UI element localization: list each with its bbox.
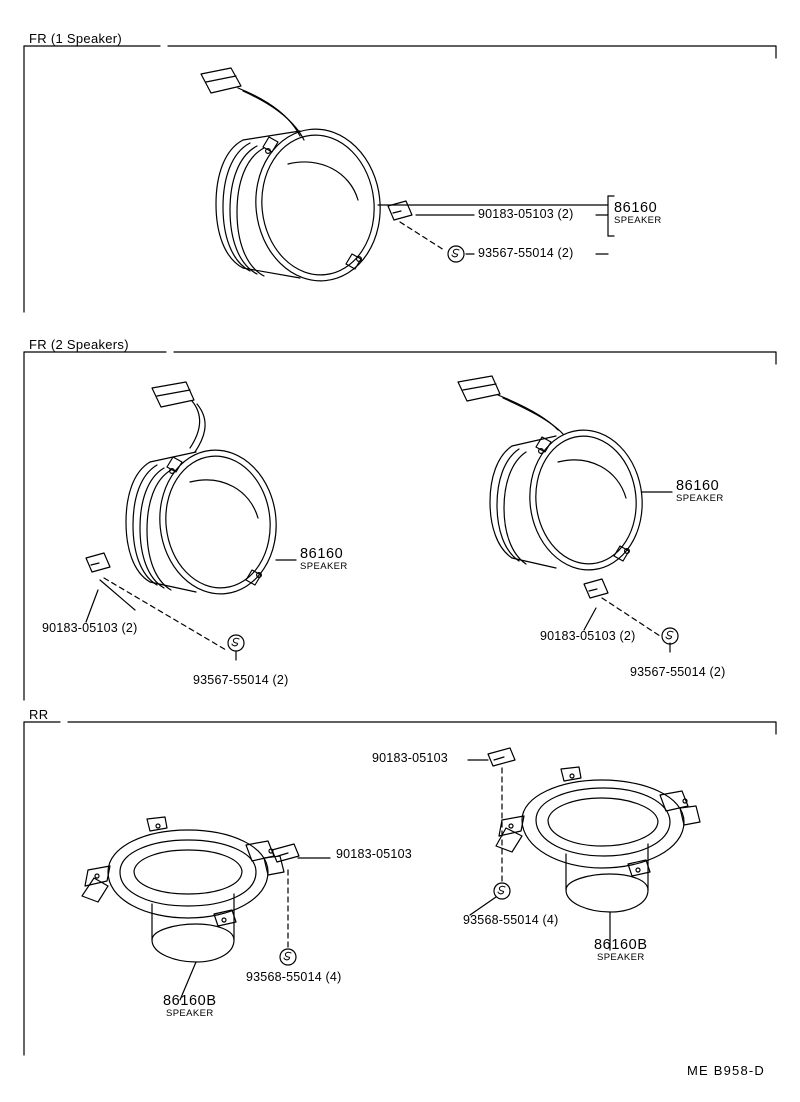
fr1-speaker-name: SPEAKER — [614, 215, 662, 226]
fr2-right-grommet-symbol — [662, 628, 678, 644]
rr-right-screw-part — [488, 748, 515, 766]
rr-left-grommet-label: 93568-55014 (4) — [246, 970, 342, 984]
rr-left-screw-part — [272, 844, 299, 862]
fr1-screw-label: 90183-05103 (2) — [478, 207, 574, 221]
rr-left-speaker-name: SPEAKER — [165, 1008, 214, 1019]
rr-left-screw-label: 90183-05103 — [336, 847, 412, 861]
fr1-grommet-label: 93567-55014 (2) — [478, 246, 574, 260]
fr2-right-speaker-part — [676, 478, 724, 504]
section-label-fr2: FR (2 Speakers) — [29, 337, 129, 352]
section-frame-rr — [24, 722, 776, 1055]
fr2-right-grommet-label: 93567-55014 (2) — [630, 665, 726, 679]
fr2-left-leader-lines — [86, 560, 296, 660]
fr2-right-speaker-number: 86160 — [676, 478, 720, 494]
rr-right-speaker-illustration — [496, 767, 700, 912]
fr2-left-grommet-symbol — [228, 635, 244, 651]
fr2-right-leader-lines — [584, 492, 672, 652]
section-frame-fr2 — [24, 352, 776, 700]
rr-right-grommet-symbol — [494, 883, 510, 899]
fr2-right-screw-label: 90183-05103 (2) — [540, 629, 636, 643]
fr2-left-screw-label: 90183-05103 (2) — [42, 621, 138, 635]
fr2-right-screw-part — [584, 579, 608, 598]
section-label-fr1: FR (1 Speaker) — [29, 31, 123, 46]
fr2-left-grommet-label: 93567-55014 (2) — [193, 673, 289, 687]
document-footer-code: ME B958-D — [687, 1063, 765, 1078]
rr-right-screw-label: 90183-05103 — [372, 751, 448, 765]
section-label-rr: RR — [29, 707, 49, 722]
rr-left-speaker-illustration — [82, 817, 284, 962]
fr1-speaker-illustration — [201, 68, 388, 287]
fr1-speaker-number: 86160 — [614, 200, 658, 216]
rr-left-speaker-part — [163, 993, 217, 1019]
rr-right-speaker-name: SPEAKER — [596, 952, 645, 963]
fr2-left-speaker-part — [300, 546, 348, 572]
fr2-left-speaker-number: 86160 — [300, 546, 344, 562]
fr2-right-speaker-illustration — [458, 376, 649, 575]
fr1-screw-part — [388, 201, 412, 220]
rr-right-grommet-label: 93568-55014 (4) — [463, 913, 559, 927]
rr-left-grommet-symbol — [280, 949, 296, 965]
fr2-left-screw-part — [86, 553, 110, 572]
rr-right-speaker-part — [594, 937, 648, 963]
rr-right-speaker-number: 86160B — [594, 937, 648, 953]
fr2-left-speaker-illustration — [126, 382, 283, 600]
fr1-speaker-part — [614, 200, 662, 226]
section-frame-fr1 — [24, 46, 776, 312]
fr2-right-speaker-name: SPEAKER — [676, 493, 724, 504]
fr2-left-speaker-name: SPEAKER — [300, 561, 348, 572]
rr-left-speaker-number: 86160B — [163, 993, 217, 1009]
fr1-grommet-symbol — [448, 246, 464, 262]
